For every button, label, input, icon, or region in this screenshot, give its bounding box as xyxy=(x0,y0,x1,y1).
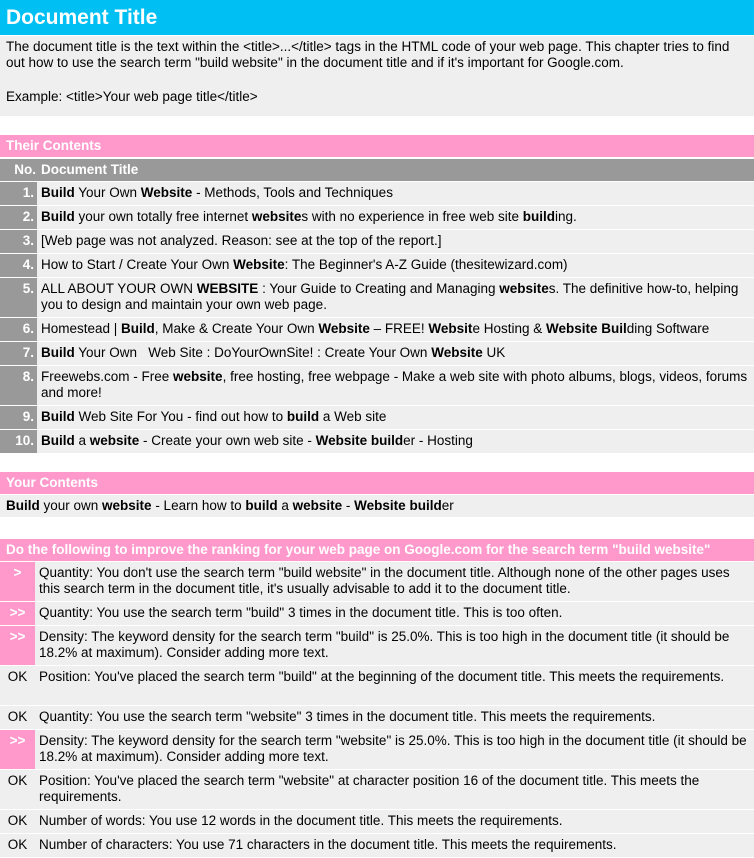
title-text: er - Hosting xyxy=(403,433,473,448)
keyword-highlight: build xyxy=(245,498,278,513)
improvement-item xyxy=(0,626,754,665)
title-text: – FREE! xyxy=(369,321,429,336)
row-number: 5. xyxy=(0,278,37,317)
title-text: - Methods, Tools and Techniques xyxy=(192,185,393,200)
improvement-text: Quantity: You don't use the search term "build website" in the document title. Although none of the other pages uses this search term in the document title, it's usually advisable to add it to the document title. xyxy=(35,562,754,601)
keyword-highlight: Build xyxy=(6,498,40,513)
warning-marker: >> xyxy=(0,602,35,625)
title-text: - Create your own web site - xyxy=(139,433,316,448)
table-row xyxy=(0,318,754,341)
section-title: Document Title xyxy=(0,0,754,35)
row-document-title xyxy=(37,366,754,405)
row-number: 2. xyxy=(0,206,37,229)
improvement-item xyxy=(0,730,754,769)
warning-marker: >> xyxy=(0,730,35,769)
title-text: e Hosting & xyxy=(472,321,546,336)
title-text: a xyxy=(74,433,90,448)
improvement-text: Position: You've placed the search term "build" at the beginning of the document title. This meets the requirements. xyxy=(35,666,754,705)
title-text: ALL ABOUT YOUR OWN xyxy=(41,281,197,296)
title-text: - Learn how to xyxy=(151,498,246,513)
improvement-item xyxy=(0,706,754,729)
improvement-text: Quantity: You use the search term "website" 3 times in the document title. This meets the requirements. xyxy=(35,706,754,729)
improvement-text: Quantity: You use the search term "build" 3 times in the document title. This is too often. xyxy=(35,602,754,625)
table-row xyxy=(0,406,754,429)
table-row xyxy=(0,254,754,277)
table-row xyxy=(0,430,754,453)
row-document-title xyxy=(37,406,754,429)
keyword-highlight: Build xyxy=(41,185,75,200)
title-text: UK xyxy=(482,345,506,360)
keyword-highlight: Build xyxy=(41,345,75,360)
intro-text: The document title is the text within the <title>...</title> tags in the HTML code of your web page. This chapter tries to find out how to use the search term "build website" in the document title and if it's important for Google.com. xyxy=(6,39,730,70)
improvement-item xyxy=(0,834,754,857)
keyword-highlight: Build xyxy=(41,409,75,424)
row-document-title xyxy=(37,254,754,277)
keyword-highlight: build xyxy=(370,433,404,448)
row-number: 1. xyxy=(0,182,37,205)
improve-heading: Do the following to improve the ranking for your web page on Google.com for the search term "build website" xyxy=(0,539,754,561)
row-document-title xyxy=(37,318,754,341)
table-row xyxy=(0,366,754,405)
improvement-text: Density: The keyword density for the search term "build" is 25.0%. This is too high in the document title (it should be 18.2% at maximum). Consider adding more text. xyxy=(35,626,754,665)
keyword-highlight: build xyxy=(286,409,320,424)
row-number: 4. xyxy=(0,254,37,277)
column-header-document-title: Document Title xyxy=(41,162,139,177)
keyword-highlight: Build xyxy=(41,209,75,224)
your-title-row xyxy=(0,495,754,517)
keyword-highlight: website xyxy=(89,433,140,448)
row-document-title xyxy=(37,342,754,365)
title-text: ding Software xyxy=(626,321,710,336)
keyword-highlight: Build xyxy=(41,433,75,448)
title-text: , Make & Create Your Own xyxy=(154,321,319,336)
keyword-highlight: website xyxy=(102,498,152,513)
ok-marker: OK xyxy=(0,666,35,705)
keyword-highlight: build xyxy=(409,498,442,513)
improvement-text: Number of words: You use 12 words in the document title. This meets the requirements. xyxy=(35,810,754,833)
row-document-title xyxy=(37,206,754,229)
row-number: 7. xyxy=(0,342,37,365)
keyword-highlight: Website xyxy=(315,433,368,448)
improvement-item xyxy=(0,810,754,833)
row-number: 8. xyxy=(0,366,37,405)
keyword-highlight: website xyxy=(292,498,343,513)
keyword-highlight: website xyxy=(499,281,549,296)
ok-marker: OK xyxy=(0,706,35,729)
improvement-item xyxy=(0,666,754,705)
keyword-highlight: website xyxy=(251,209,302,224)
keyword-highlight: WEBSITE xyxy=(196,281,259,296)
column-header-no: No. xyxy=(14,162,36,177)
title-text: a Web site xyxy=(319,409,387,424)
improvement-text: Number of characters: You use 71 characters in the document title. This meets the requirements. xyxy=(35,834,754,857)
title-text: your own totally free internet xyxy=(74,209,252,224)
row-document-title xyxy=(37,182,754,205)
title-text: ing. xyxy=(555,209,577,224)
title-text: How to Start / Create Your Own xyxy=(41,257,234,272)
ok-marker: OK xyxy=(0,810,35,833)
table-row xyxy=(0,182,754,205)
title-text: [Web page was not analyzed. Reason: see at the top of the report.] xyxy=(41,233,442,248)
your-contents-heading: Your Contents xyxy=(0,472,754,494)
ok-marker: OK xyxy=(0,770,35,809)
row-document-title xyxy=(37,278,754,317)
title-text: Your Own Web Site : DoYourOwnSite! : Create Your Own xyxy=(74,345,432,360)
title-text: your own xyxy=(39,498,103,513)
title-text: Homestead | xyxy=(41,321,122,336)
table-header xyxy=(0,159,754,181)
table-row xyxy=(0,342,754,365)
title-text: : The Beginner's A-Z Guide (thesitewizard.com) xyxy=(284,257,568,272)
their-contents-heading: Their Contents xyxy=(0,135,754,157)
title-text: Web Site For You - find out how to xyxy=(74,409,287,424)
keyword-highlight: Website xyxy=(545,321,598,336)
title-text: Your Own xyxy=(74,185,141,200)
keyword-highlight: Website xyxy=(354,498,406,513)
row-document-title xyxy=(37,230,754,253)
keyword-highlight: Website xyxy=(233,257,285,272)
keyword-highlight: Build xyxy=(121,321,155,336)
title-text: Freewebs.com - Free xyxy=(41,369,174,384)
keyword-highlight: Websit xyxy=(428,321,473,336)
title-text: s. The definitive how-to, helping you to design and maintain your own web page. xyxy=(41,281,739,312)
title-text: - xyxy=(342,498,355,513)
improvement-item xyxy=(0,770,754,809)
keyword-highlight: website xyxy=(173,369,223,384)
improvement-item xyxy=(0,602,754,625)
keyword-highlight: Buil xyxy=(601,321,627,336)
keyword-highlight: Website xyxy=(140,185,193,200)
keyword-highlight: build xyxy=(522,209,555,224)
improvement-item xyxy=(0,562,754,601)
table-row xyxy=(0,278,754,317)
row-number: 3. xyxy=(0,230,37,253)
row-document-title xyxy=(37,430,754,453)
keyword-highlight: Website xyxy=(318,321,370,336)
table-row xyxy=(0,206,754,229)
title-text: er xyxy=(441,498,454,513)
warning-marker: > xyxy=(0,562,35,601)
table-row xyxy=(0,230,754,253)
improvement-text: Density: The keyword density for the search term "website" is 25.0%. This is too high in the document title (it should be 18.2% at maximum). Consider adding more text. xyxy=(35,730,754,769)
title-text: : Your Guide to Creating and Managing xyxy=(258,281,500,296)
title-text: s with no experience in free web site xyxy=(301,209,523,224)
warning-marker: >> xyxy=(0,626,35,665)
keyword-highlight: Website xyxy=(431,345,483,360)
ok-marker: OK xyxy=(0,834,35,857)
intro-box xyxy=(0,36,754,116)
title-text: , free hosting, free webpage - Make a web site with photo albums, blogs, videos, forums and more! xyxy=(41,369,748,400)
improvement-text: Position: You've placed the search term "website" at character position 16 of the document title. This meets the requirements. xyxy=(35,770,754,809)
intro-example: Example: <title>Your web page title</title> xyxy=(6,89,258,104)
title-text: a xyxy=(277,498,293,513)
row-number: 9. xyxy=(0,406,37,429)
row-number: 6. xyxy=(0,318,37,341)
row-number: 10. xyxy=(0,430,37,453)
